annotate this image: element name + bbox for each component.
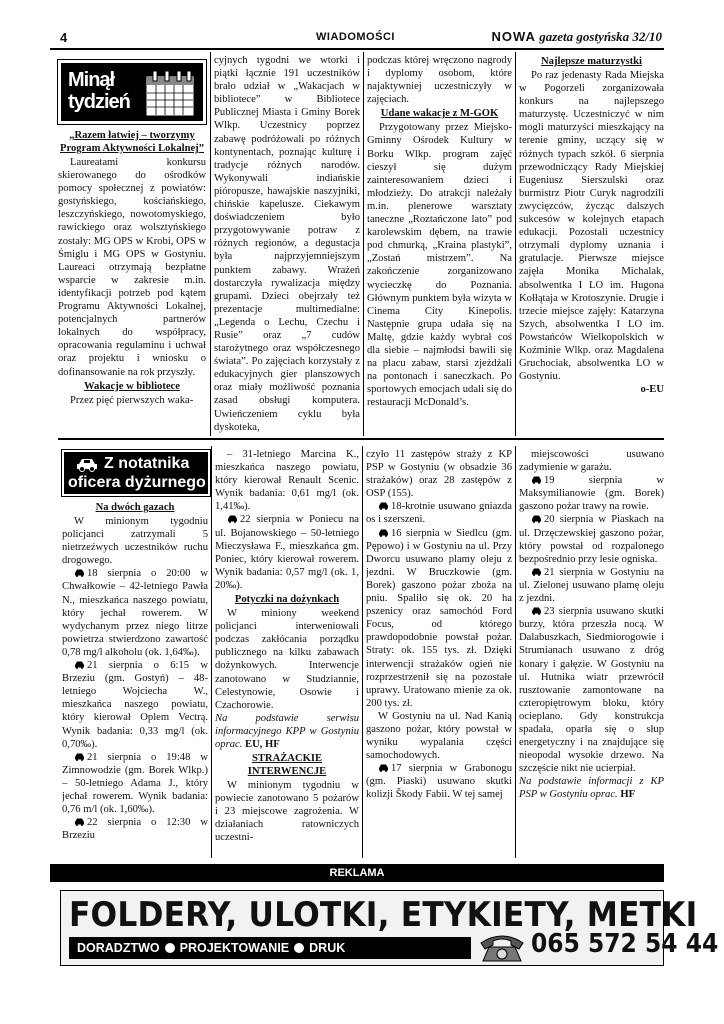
advert-headline: FOLDERY, ULOTKI, ETYKIETY, METKI	[69, 895, 698, 935]
fire-item	[519, 513, 664, 565]
bullet-icon	[294, 943, 304, 953]
headline-graduates: Najlepsze maturzystki	[541, 56, 642, 67]
police-item-text: 21 sierpnia o 19:48 w Zimnowodzie (gm. Borek Wlkp.) – 50-letniego Adama J., który jechał rowerem. Wynik badania: 0,76 m/l (ok. 1,60‰).	[62, 751, 208, 816]
article-firefighters: W minionym tygodniu w powiecie zanotowano 5 pożarów i 23 miejscowe zagrożenia. W działaniach ratowniczych uczestni-	[215, 780, 359, 844]
fire-truck-icon	[531, 567, 542, 576]
police-item-text: 22 sierpnia o 12:30 w Brzeziu	[62, 817, 208, 842]
police-item-cont: – 31-letniego Marcina K., mieszkańca naszego powiatu, który kierował Renault Scenic. Wynik badania: 0,61 mg/l (ok. 1,41‰).	[215, 449, 359, 513]
car-icon	[227, 514, 238, 523]
headline-pal: „Razem łatwiej – tworzymy Program Aktywności Lokalnej”	[60, 130, 204, 154]
column-divider	[211, 446, 212, 858]
police-item	[62, 751, 208, 816]
duty-badge-line2: oficera dyżurnego	[68, 474, 206, 491]
column-b3	[366, 448, 512, 858]
section-title: WIADOMOŚCI	[316, 31, 395, 43]
fire-item-text: 18-krotnie usuwano gniazda os i szerszeni.	[366, 501, 512, 526]
article-harvest: W miniony weekend policjanci interweniowali podczas zakłócania porządku publicznego na kilku zabawach dożynkowych. Interwencje zanotowano w Studziannie, Celestynowie, Osowie i Czachorowie.	[215, 608, 359, 711]
fire-item-text: 16 sierpnia w Siedlcu (gm. Pępowo) i w Gostyniu na ul. Przy Dworcu usuwano plamy oleju z jezdni. W Bruczkowie (gm. Borek) gaszono pożar zboża na pniu. Spaliło się ok. 20 ha pszenicy oraz samochód Ford Focus, od którego prawdopodobnie powstał pożar. Straty: ok. 155 tys. zł. Dzięki interwencji strażaków ogień nie rozprzestrzenił się na pozostałe uprawy. Uratowano mienie za ok. 200 tys. zł.	[366, 527, 512, 709]
article-fire-cont: czyło 11 zastępów straży z KP PSP w Gostyniu (w obsadzie 36 strażaków) oraz 28 zastępów z OSP (155).	[366, 449, 512, 500]
calendar-icon	[141, 67, 199, 119]
fire-item	[519, 566, 664, 605]
column-1	[58, 128, 206, 434]
week-badge-text: Minął tydzień	[68, 69, 130, 113]
header-rule	[50, 48, 664, 50]
police-item	[215, 513, 359, 592]
headline-firefighters: STRAŻACKIE INTERWENCJE	[247, 753, 327, 778]
column-b1	[62, 500, 208, 858]
car-icon	[74, 660, 85, 669]
bullet-icon	[165, 943, 175, 953]
publication-subtitle: gazeta gostyńska 32/10	[539, 29, 662, 44]
column-3	[367, 54, 512, 436]
telephone-icon	[477, 931, 527, 963]
police-item-text: 18 sierpnia o 20:00 w Chwałkowie – 42-letniego Pawła N., mieszkańca naszego powiatu, który jechał rowerem. W wydychanym przez niego litrze powietrza stwierdzono zawartość 0,78 mg/l alkoholu (ok. 1,64‰).	[62, 568, 208, 658]
car-icon	[74, 568, 85, 577]
article-library-end: podczas której wręczono nagrody i dyplomy osobom, które najaktywniej uczestniczyły w zajęciach.	[367, 55, 512, 106]
article-drunk-intro: W minionym tygodniu policjanci zatrzymali 5 nietrzeźwych uczestników ruchu drogowego.	[62, 516, 208, 567]
police-item	[62, 567, 208, 659]
fire-item	[366, 762, 512, 801]
source-text: Na podstawie serwisu informacyjnego KPP w Gostyniu oprac.	[215, 712, 359, 750]
page-number: 4	[60, 30, 68, 45]
fire-item-plain: W Gostyniu na ul. Nad Kanią gaszono pożar, który powstał w wyniku wypalania części samochodowych.	[366, 710, 512, 762]
section-rule	[58, 438, 664, 440]
article-pal: Laureatami konkursu skierowanego do ośrodków pomocy społecznej z powiatów: gostyńskiego, kościańskiego, leszczyńskiego, nowotomyskiego, rawickiego oraz wolsztyńskiego zostały: MG OPS w Krobi, OPS w Śmiglu i MG OPS w Gostyniu. Laureaci otrzymają bezpłatne wsparcie w zakresie m.in. identyfikacji potrzeb pod kątem Programu Aktywności Lokalnej, potencjalnych partnerów lokalnych do współpracy, opracowania regulaminu i uchwał oraz projektu i wniosku o dofinansowanie na rok przyszły.	[58, 157, 206, 378]
police-item-text: 22 sierpnia w Poniecu na ul. Bojanowskiego – 50-letniego Mieczysława F., mieszkańca gm. Poniec, który kierował rowerem. Wynik badania: 0,57 mg/l (ok. 1, 20‰).	[215, 514, 359, 591]
fire-item	[519, 474, 664, 513]
fire-truck-icon	[378, 528, 389, 537]
column-divider	[515, 52, 516, 436]
police-item	[62, 816, 208, 842]
fire-item-text: 20 sierpnia w Piaskach na ul. Drzęczewskiej gaszono pożar, który powstał od rozpalonego bezpośrednio przy lesie ogniska.	[519, 514, 664, 565]
column-divider	[210, 52, 211, 436]
fire-item	[366, 527, 512, 710]
advert-services	[69, 937, 471, 959]
fire-truck-icon	[531, 514, 542, 523]
duty-officer-badge	[62, 450, 210, 496]
signature: EU, HF	[245, 738, 280, 750]
article-library-cont: cyjnych tygodni we wtorki i piątki łącznie 191 uczestników brało udział w „Wakacjach w bibliotece” w Bibliotece Publicznej Miasta i Gminy Borek Wlkp. Uczestnicy poprzez zabawę podróżowali po różnych kontynentach, poznając kulturę i tradycje różnych narodów. Wykonywali indiańskie pióropusze, hawajskie naszyjniki, chińskie kapelusze. Ciekawym doświadczeniem było przygotowywanie potraw z różnych regionów, a degustacja była najprzyjemniejszym punktem zabawy. Wrażeń dostarczyła rywalizacja między grupami. Dzieci obejrzały też prezentacje multimedialne: „Legenda o Lechu, Czechu i Rusie” oraz „7 cudów starożytnego oraz współczesnego świata”. Po zajęciach korzystały z edukacyjnych gier planszowych oraz miały możliwość poznania zasad obsługi komputera. Uwieńczeniem cyklu była dyskoteka,	[214, 55, 360, 433]
source-note	[215, 712, 359, 751]
publication-title	[492, 29, 663, 45]
fire-truck-icon	[531, 475, 542, 484]
article-graduates: Po raz jedenasty Rada Miejska w Pogorzeli zorganizowała konkurs na najlepszego maturzystę. Uczestniczyć w nim mogli maturzyści mieszkający na terenie gminy, uczący się w różnych typach szkół. 6 sierpnia przewodniczący Rady Miejskiej Eugeniusz Sierszulski oraz burmistrz Piotr Curyk nagrodzili zwycięzców, życząc dalszych sukcesów w kolejnych etapach edukacji. Pozostali uczestnicy otrzymali dyplomy uznania i gratulacje. Pierwsze miejsce zajęła Monika Michalak, absolwentka I LO im. Hugona Kołłątaja w Krotoszynie. Drugie i trzecie miejsce zajęły: Katarzyna Szych, absolwentka I LO im. Powstańców Wielkopolskich w Koźminie Wlkp. oraz Magdalena Gruchociak, absolwentka LO w Gostyniu.	[519, 70, 664, 383]
column-2	[214, 54, 360, 436]
service-design: PROJEKTOWANIE	[179, 941, 290, 955]
advert-band: REKLAMA	[50, 864, 664, 882]
police-car-icon	[76, 456, 98, 472]
fire-item-text: 19 sierpnia w Maksymilianowie (gm. Borek) gaszono pożar trawy na rowie.	[519, 475, 664, 513]
police-item	[62, 659, 208, 751]
fire-item-text: 21 sierpnia w Gostyniu na ul. Zielonej usuwano plamę oleju z jezdni.	[519, 566, 664, 605]
advert-phone: 065 572 54 44	[531, 929, 719, 959]
headline-drunk: Na dwóch gazach	[95, 502, 175, 513]
fire-item	[366, 500, 512, 526]
article-library-start: Przez pięć pierwszych waka-	[70, 394, 194, 406]
fire-item-text: 17 sierpnia w Grabonogu (gm. Piaski) usuwano skutki kolizji Škody Fabii. W tej samej	[366, 763, 512, 801]
fire-item	[519, 605, 664, 775]
source-text: Na podstawie informacji z KP PSP w Gostyniu oprac.	[519, 776, 664, 801]
fire-item-cont: miejscowości usuwano zadymienie w garażu.	[519, 449, 664, 474]
page-header	[50, 28, 664, 48]
fire-truck-icon	[378, 501, 389, 510]
column-divider	[362, 446, 363, 858]
service-advice: DORADZTWO	[77, 941, 160, 955]
column-b2	[215, 448, 359, 858]
car-icon	[74, 817, 85, 826]
column-divider	[515, 446, 516, 858]
source-note	[519, 775, 664, 801]
article-mgok: Przygotowany przez Miejsko-Gminny Ośrodek Kultury w Borku Wlkp. program zajęć cieszył się dużym zainteresowaniem dzieci i młodzieży. Do atrakcji należały m.in. plenerowe warsztaty taneczne „Roztańczone lato” pod karolewskim dębem, na trawie pod chmurką, „Kraina plastyki”, „Zostań mistrzem”. Na zakończenie zorganizowano wycieczkę do Poznania. Głównym punktem była wizyta w Cinema City Kinepolis. Następnie grupa udała się na Maltę, gdzie każdy wybrał coś dla siebie – najmłodsi bawili się na placu zabaw, starsi zjeżdżali na pontonach i saneczkach. Po sportowych emocjach udali się do restauracji McDonald’s.	[367, 122, 512, 409]
column-divider	[363, 52, 364, 436]
signature: HF	[620, 789, 636, 801]
publication-brand: NOWA	[491, 29, 536, 44]
signature: o-EU	[640, 384, 664, 396]
column-4	[519, 54, 664, 436]
fire-truck-icon	[378, 763, 389, 772]
fire-truck-icon	[531, 606, 542, 615]
headline-harvest: Potyczki na dożynkach	[234, 594, 340, 606]
headline-library: Wakacje w bibliotece	[84, 380, 180, 392]
police-item-text: 21 sierpnia o 6:15 w Brzeziu (gm. Gostyń) – 48-letniego Wojciecha W., mieszkańca naszego powiatu, który kierował Oplem Vectrą. Wynik badania: 0,33 mg/l (ok. 0,70‰).	[62, 660, 208, 750]
car-icon	[74, 752, 85, 761]
duty-badge-line1: Z notatnika	[104, 455, 190, 472]
headline-mgok: Udane wakacje z M-GOK	[380, 108, 499, 120]
week-badge-title	[68, 69, 138, 113]
advert-box	[60, 890, 719, 966]
column-b4	[519, 448, 664, 858]
week-badge	[58, 60, 206, 124]
fire-item-text: 23 sierpnia usuwano skutki burzy, która przeszła nocą. W Dalabuszkach, Siedmiorogowie i Strumianach usuwano z dróg konary i gałęzie. W Gostyniu na ul. Hutnika wiatr przewrócił rusztowanie zamontowane na czteropiętrowym bloku, który ocieplano. Gdy konstrukcja spadała, oparła się o słup energetyczny i na znajdujące się nieopodal wysokie drzewo. Na szczęście nikt nie ucierpiał.	[519, 606, 664, 775]
service-print: DRUK	[309, 941, 346, 955]
